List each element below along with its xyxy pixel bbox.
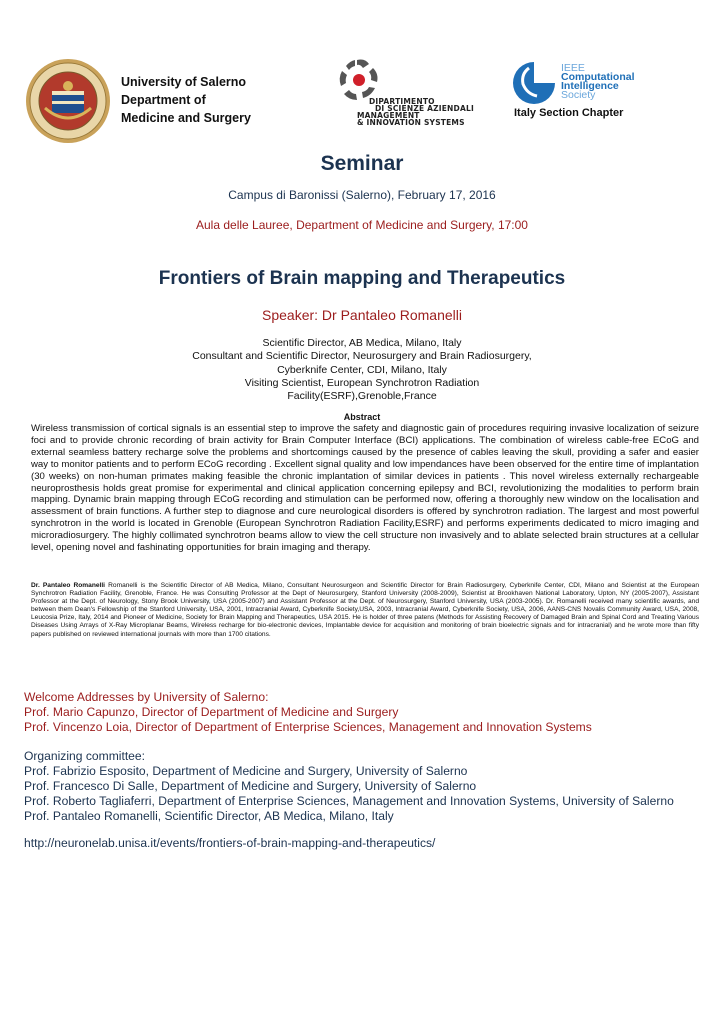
university-name-block xyxy=(121,73,251,127)
bio-name: Dr. Pantaleo Romanelli xyxy=(31,582,106,589)
committee-line: Organizing committee: xyxy=(24,749,145,763)
ieee-line: IEEE xyxy=(561,62,585,74)
ieee-line: Computational xyxy=(561,71,635,83)
event-link[interactable]: http://neuronelab.unisa.it/events/frontiers-of-brain-mapping-and-therapeutics/ xyxy=(24,836,436,850)
committee-line: Prof. Fabrizio Esposito, Department of Medicine and Surgery, University of Salerno xyxy=(24,764,468,778)
dept-line: & INNOVATION SYSTEMS xyxy=(357,118,465,127)
ieee-line: Intelligence xyxy=(561,80,619,92)
welcome-line: Welcome Addresses by University of Salerno: xyxy=(24,690,269,704)
organizing-committee xyxy=(24,749,674,824)
abstract-heading: Abstract xyxy=(343,412,381,422)
dept-line: DI SCIENZE AZIENDALI xyxy=(375,104,474,113)
speaker-affiliations xyxy=(0,337,724,403)
affiliation-line: Scientific Director, AB Medica, Milano, Italy xyxy=(262,337,462,349)
dept-line: DIPARTIMENTO xyxy=(369,97,435,106)
university-line: Medicine and Surgery xyxy=(121,111,251,125)
affiliation-line: Consultant and Scientific Director, Neurosurgery and Brain Radiosurgery, xyxy=(192,350,532,363)
speaker-bio xyxy=(31,582,699,639)
affiliation-line: Visiting Scientist, European Synchrotron Radiation xyxy=(244,376,480,389)
dept-name-block xyxy=(357,98,474,126)
ieee-line: Society xyxy=(561,89,596,101)
committee-line: Prof. Pantaleo Romanelli, Scientific Director, AB Medica, Milano, Italy xyxy=(24,809,394,823)
page-title: Seminar xyxy=(320,152,404,175)
ieee-cis-logo-icon xyxy=(509,60,559,111)
ieee-chapter-label: Italy Section Chapter xyxy=(514,107,624,119)
university-line: University of Salerno xyxy=(121,75,247,89)
committee-line: Prof. Roberto Tagliaferri, Department of Enterprise Sciences, Management and Innovation Systems, University of Salerno xyxy=(24,794,674,808)
ieee-name-block xyxy=(561,64,635,100)
talk-title: Frontiers of Brain mapping and Therapeutics xyxy=(158,268,566,289)
affiliation-line: Facility(ESRF),Grenoble,France xyxy=(287,390,437,403)
committee-line: Prof. Francesco Di Salle, Department of Medicine and Surgery, University of Salerno xyxy=(24,779,477,793)
welcome-line: Prof. Vincenzo Loia, Director of Department of Enterprise Sciences, Management and Innovation Systems xyxy=(24,720,592,734)
venue-time: Aula delle Lauree, Department of Medicine and Surgery, 17:00 xyxy=(196,218,528,232)
university-seal-icon xyxy=(25,58,111,149)
dept-line: MANAGEMENT xyxy=(357,111,420,120)
welcome-line: Prof. Mario Capunzo, Director of Department of Medicine and Surgery xyxy=(24,705,399,719)
affiliation-line: Cyberknife Center, CDI, Milano, Italy xyxy=(277,363,447,376)
university-line: Department of xyxy=(121,93,206,107)
bio-text: Romanelli is the Scientific Director of AB Medica, Milano, Consultant Neurosurgeon and Scientific Director for Brain Radiosurgery, Cyberknife Center, CDI, Milano and Scientist at the European Synchrotron Radiation Facility, Grenoble, France. He was Consulting Professor at the Dept of Neurosurgery, Stanford University (2008-2009), Scientist at Brookhaven National Laboratory, Upton, NY (2005-2007), Assistant Professor at the Dept. of Neurology, Stony Brook University, USA (2005-2007) and Assistant Professor at the Dept. of Neurosurgery, Stanford University, USA (2003-2005). Dr. Romanelli received many scientific awards, and between them Dean's Fellowship of the Stanford University, USA, 2001, Intracranial Award, Cyberknife Society,USA, 2003, Intracranial Award, Cyberknife Society, USA, 2006, AANS-CNS Novalis Community Award, USA, 2008, Leucosia Prize, Italy, 2014 and Pioneer of Medicine, Society for Brain Mapping and Therapeutics, USA 2015. He is holder of three patens (Methods for Assisting Recovery of Damaged Brain and Spinal Cord and Treating Various Diseases Using Arrays of X-Ray Microplanar Beams, Wireless recharge for bio-electronic devices, Implantable device for acquisition and monitoring of brain bioelectric signals and for intracranial) and he wrote more than fifty papers published on reviewed international journals with more than 1700 citations. xyxy=(31,582,700,638)
welcome-addresses xyxy=(24,690,592,735)
speaker-name: Speaker: Dr Pantaleo Romanelli xyxy=(262,307,462,323)
campus-date: Campus di Baronissi (Salerno), February 17, 2016 xyxy=(228,188,496,202)
abstract-text: Wireless transmission of cortical signals is an essential step to improve the safety and diagnostic gain of procedures requiring invasive localization of seizure foci and to provide chronic recording of brain activity for Brain Computer Interface (BCI) applications. The combination of wireless cable-free ECoG and external seamless battery recharge solve the problems and shortcomings caused by the presence of cables leaving the skull, providing a safer and easier way to monitor patients and to perform ECoG recording . Excellent signal quality and low impendances have been observed for the entire time of implantation (30 weeks) on non-human primates making feasible the chronic implantation of similar devices in patients . This novel wireless externally rechargeable neuroprosthesis holds great promise for experimental and clinical application concerning epilepsy and BCI, revolutionizing the modalities to perform brain mapping. Dynamic brain mapping through ECoG recording and stimulation can be performed now, offering a thoroughly new window on the localisation and assessment of brain functions. A further step to diagnose and cure neurological disorders is offered by synchrotron radiation. The largest and most powerful synchrotron in the world is located in Grenoble (European Synchrotron Radiation Facility,ESRF) and performs experiments dedicated to micro imaging and microradiosurgery. The highly collimated synchrotron beams allow to view the cell structure non invasively and to ablate selected brain structures at a cellular level, opening novel and fashinating opportunities for brain imaging and therapy. xyxy=(31,423,699,554)
